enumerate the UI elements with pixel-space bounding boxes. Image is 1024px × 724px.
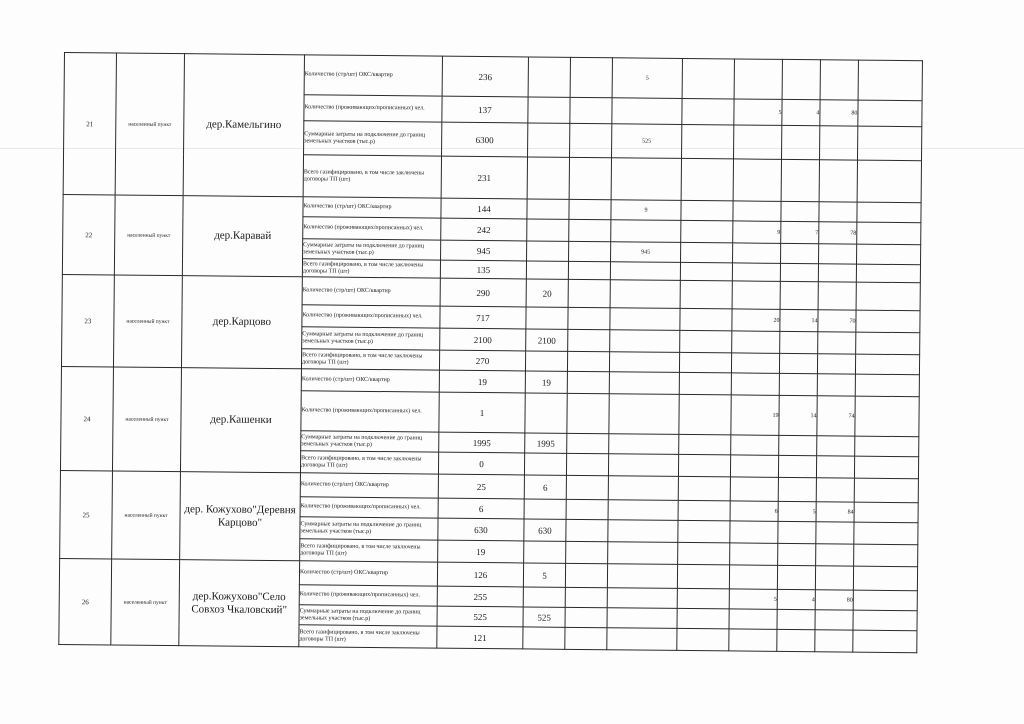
indicator-label: Всего газифицировано, в том числе заключены договоры ТП (шт) [302,259,440,278]
indicator-value: 135 [440,260,526,279]
empty-cell [856,332,920,355]
ratio-percent: 80 [820,100,858,126]
empty-cell [681,158,733,200]
extra-value: 525 [523,607,565,627]
empty-cell [679,372,731,394]
extra-value: 20 [526,279,568,307]
empty-cell [682,58,734,98]
empty-cell [565,563,607,587]
empty-cell [853,590,917,611]
indicator-value: 945 [441,240,527,261]
indicator-label: Всего газифицировано, в том числе заключены договоры ТП (шт) [299,625,437,648]
empty-cell [858,60,922,101]
indicator-value: 270 [439,350,525,371]
empty-cell [819,160,857,202]
indicator-label: Всего газифицировано, в том числе заключены договоры ТП (шт) [300,451,438,474]
indicator-value: 630 [438,518,524,541]
empty-cell [782,125,820,159]
ratio-percent: 74 [817,396,855,436]
indicator-label: Всего газифицировано, в том числе заключены договоры ТП (шт) [303,155,441,198]
empty-cell [732,281,780,309]
empty-cell [781,243,819,263]
table-body [59,53,923,653]
empty-cell [730,455,778,477]
ratio-value-1: 6 [730,501,778,521]
indicator-label: Всего газифицировано, в том числе заключены договоры ТП (шт) [300,539,438,562]
extra-value: 1995 [525,433,567,453]
ratio-value-2: 14 [779,395,817,435]
connected-value: 945 [611,242,681,263]
row-number: 26 [59,558,112,644]
empty-cell [729,609,777,629]
empty-cell [677,564,729,588]
indicator-label: Количество (проживающих/прописанных) чел. [304,95,442,122]
empty-cell [566,499,608,519]
empty-cell [731,435,779,455]
extra-value [523,627,565,649]
extra-value: 6 [524,475,566,499]
empty-cell [853,610,917,631]
empty-cell [818,332,856,354]
connected-value [607,628,677,651]
indicator-label: Суммарные затраты на подключение до границ земельных участков (тыс.р) [302,327,440,350]
indicator-value: 19 [439,370,525,393]
extra-value [528,57,570,97]
connected-value [608,454,678,477]
indicator-value: 0 [438,452,524,475]
empty-cell [857,160,921,203]
extra-value [527,219,569,241]
empty-cell [566,453,608,475]
indicator-label: Суммарные затраты на подключение до границ земельных участков (тыс.р) [299,605,437,626]
connected-value [607,564,677,589]
empty-cell [568,307,610,329]
empty-cell [731,353,779,373]
empty-cell [816,522,854,544]
empty-cell [682,124,734,158]
gasification-table-sheet [58,52,923,653]
empty-cell [816,478,854,502]
settlement-name: дер.Каравай [182,196,303,277]
empty-cell [566,475,608,499]
connected-value [610,262,680,281]
empty-cell [681,200,733,220]
empty-cell [854,478,918,503]
empty-cell [678,500,730,520]
connected-value [608,542,678,565]
empty-cell [815,630,853,652]
empty-cell [781,201,819,221]
settlement-type: населенный пункт [111,559,180,646]
indicator-label: Количество (стр/шт) ОКС/квартир [300,473,438,498]
indicator-label: Всего газифицировано, в том числе заключены договоры ТП (шт) [301,349,439,370]
extra-value: 630 [524,519,566,541]
indicator-value: 242 [441,218,527,241]
empty-cell [779,435,817,455]
empty-cell [730,543,778,565]
empty-cell [853,630,917,653]
empty-cell [679,352,731,372]
empty-cell [569,199,611,219]
connected-value: 5 [612,58,682,99]
empty-cell [778,521,816,543]
extra-value [528,123,570,157]
empty-cell [679,394,731,434]
empty-cell [569,157,611,199]
settlement-type: населенный пункт [113,275,182,368]
connected-value [608,500,678,521]
settlement-name: дер. Кожухово"Деревня Карцово" [180,472,301,561]
empty-cell [569,219,611,241]
table-row [64,53,922,101]
empty-cell [780,281,818,309]
empty-cell [731,373,779,395]
extra-value [528,97,570,123]
indicator-label: Количество (проживающих/прописанных) чел. [301,391,439,432]
extra-value [527,157,569,199]
connected-value [609,394,679,435]
empty-cell [856,264,920,283]
empty-cell [782,59,820,99]
empty-cell [677,608,729,628]
empty-cell [566,541,608,563]
empty-cell [570,123,612,157]
empty-cell [733,159,781,201]
empty-cell [567,351,609,371]
indicator-value: 1 [439,392,525,433]
empty-cell [679,434,731,454]
settlement-name: дер.Кашенки [180,368,301,473]
extra-value: 19 [525,371,567,393]
empty-cell [678,542,730,564]
empty-cell [568,279,610,307]
settlement-type: населенный пункт [114,195,183,276]
indicator-value: 144 [441,198,527,219]
indicator-value: 121 [437,626,523,649]
ratio-value-2: 4 [777,589,815,609]
empty-cell [777,609,815,629]
ratio-percent: 78 [819,222,857,244]
empty-cell [781,159,819,201]
empty-cell [818,264,856,282]
connected-value: 525 [612,124,682,159]
connected-value [608,520,678,543]
indicator-label: Суммарные затраты на подключение до границ земельных участков (тыс.р) [304,121,442,156]
indicator-value: 6300 [442,122,528,157]
indicator-label: Количество (проживающих/прописанных) чел. [303,217,441,240]
empty-cell [730,477,778,501]
empty-cell [567,371,609,393]
ratio-value-2: 7 [781,221,819,243]
empty-cell [817,374,855,396]
connected-value [612,98,682,125]
empty-cell [818,282,856,310]
indicator-value: 231 [441,156,527,199]
indicator-label: Суммарные затраты на подключение до границ земельных участков (тыс.р) [300,517,438,540]
empty-cell [567,433,609,453]
empty-cell [565,627,607,649]
empty-cell [680,262,732,280]
extra-value [526,261,568,279]
ratio-percent: 80 [815,590,853,610]
empty-cell [778,477,816,501]
indicator-value: 236 [442,56,528,97]
indicator-value: 6 [438,498,524,519]
empty-cell [732,331,780,353]
empty-cell [569,241,611,261]
ratio-value-1: 5 [734,99,782,125]
indicator-label: Количество (стр/шт) ОКС/квартир [303,197,441,218]
empty-cell [817,354,855,374]
indicator-value: 2100 [440,328,526,351]
settlement-name: дер.Камельгино [183,54,304,197]
empty-cell [854,544,918,567]
extra-value [526,307,568,329]
settlement-name: дер.Кожухово"Село Совхоз Чкаловский" [179,560,300,647]
indicator-label: Количество (проживающих/прописанных) чел. [299,585,437,606]
empty-cell [779,373,817,395]
empty-cell [677,588,729,608]
connected-value [611,220,681,243]
empty-cell [853,566,917,591]
empty-cell [733,243,781,263]
settlement-type: населенный пункт [115,53,184,196]
connected-value [608,476,678,501]
indicator-value: 19 [438,540,524,563]
ratio-value-1: 20 [732,309,780,331]
empty-cell [568,261,610,279]
empty-cell [568,329,610,351]
empty-cell [817,436,855,456]
gasification-table [58,52,923,653]
ratio-value-1: 19 [731,395,779,435]
empty-cell [567,393,609,433]
empty-cell [777,565,815,589]
empty-cell [777,629,815,651]
empty-cell [855,436,919,457]
empty-cell [678,476,730,500]
ratio-percent: 84 [816,502,854,522]
extra-value [527,241,569,261]
empty-cell [816,544,854,566]
indicator-value: 25 [438,474,524,499]
empty-cell [857,222,921,245]
indicator-value: 717 [440,306,526,329]
empty-cell [677,628,729,650]
row-number: 21 [63,53,116,195]
empty-cell [819,202,857,222]
connected-value: 9 [611,200,681,221]
empty-cell [734,59,782,99]
empty-cell [855,374,919,397]
empty-cell [729,565,777,589]
connected-value [609,434,679,455]
indicator-value: 1995 [439,432,525,453]
empty-cell [854,522,918,545]
empty-cell [779,353,817,373]
empty-cell [734,125,782,159]
extra-value [525,351,567,371]
ratio-value-2: 5 [778,501,816,521]
indicator-label: Количество (стр/шт) ОКС/квартир [301,369,439,392]
empty-cell [680,308,732,330]
empty-cell [565,607,607,627]
empty-cell [680,280,732,308]
extra-value [523,587,565,607]
connected-value [607,588,677,609]
indicator-label: Количество (стр/шт) ОКС/квартир [304,55,442,96]
empty-cell [854,456,918,479]
empty-cell [815,566,853,590]
indicator-label: Суммарные затраты на подключение до границ земельных участков (тыс.р) [301,431,439,452]
extra-value: 5 [523,563,565,587]
empty-cell [855,354,919,375]
empty-cell [857,202,921,223]
indicator-value: 137 [442,96,528,123]
connected-value [611,158,681,201]
empty-cell [681,220,733,242]
connected-value [610,280,680,309]
empty-cell [857,126,921,161]
extra-value [524,499,566,519]
connected-value [607,608,677,629]
empty-cell [780,331,818,353]
ratio-value-1: 9 [733,221,781,243]
empty-cell [570,57,612,97]
indicator-label: Количество (проживающих/прописанных) чел. [302,305,440,328]
empty-cell [570,97,612,123]
indicator-value: 255 [437,586,523,607]
empty-cell [682,98,734,124]
extra-value [525,393,567,433]
empty-cell [729,629,777,651]
empty-cell [732,263,780,281]
settlement-type: населенный пункт [112,471,181,560]
extra-value [524,453,566,475]
connected-value [610,308,680,331]
empty-cell [680,330,732,352]
empty-cell [856,310,920,333]
indicator-value: 290 [440,278,526,307]
extra-value: 2100 [526,329,568,351]
empty-cell [816,456,854,478]
row-number: 25 [60,470,113,558]
indicator-label: Количество (проживающих/прописанных) чел. [300,497,438,518]
ratio-percent: 70 [818,310,856,332]
empty-cell [815,610,853,630]
connected-value [609,372,679,395]
settlement-name: дер.Карцово [181,276,302,369]
empty-cell [858,100,922,127]
ratio-value-2: 4 [782,99,820,125]
indicator-label: Количество (стр/шт) ОКС/квартир [302,277,440,306]
extra-value [527,199,569,219]
empty-cell [566,519,608,541]
connected-value [610,330,680,353]
connected-value [609,352,679,373]
row-number: 24 [60,366,113,470]
empty-cell [733,201,781,221]
empty-cell [857,244,921,265]
settlement-type: населенный пункт [112,367,181,472]
empty-cell [678,520,730,542]
empty-cell [778,455,816,477]
empty-cell [778,543,816,565]
indicator-value: 126 [437,562,523,587]
ratio-value-2: 14 [780,309,818,331]
empty-cell [855,396,919,437]
empty-cell [681,242,733,262]
empty-cell [730,521,778,543]
indicator-value: 525 [437,606,523,627]
ratio-value-1: 5 [729,589,777,609]
empty-cell [820,60,858,100]
empty-cell [819,244,857,264]
indicator-label: Количество (стр/шт) ОКС/квартир [299,561,437,586]
empty-cell [780,263,818,281]
empty-cell [854,502,918,523]
empty-cell [820,126,858,160]
empty-cell [678,454,730,476]
empty-cell [856,282,920,311]
indicator-label: Суммарные затраты на подключение до границ земельных участков (тыс.р) [303,239,441,260]
empty-cell [565,587,607,607]
row-number: 23 [61,274,114,366]
extra-value [524,541,566,563]
row-number: 22 [62,194,115,274]
